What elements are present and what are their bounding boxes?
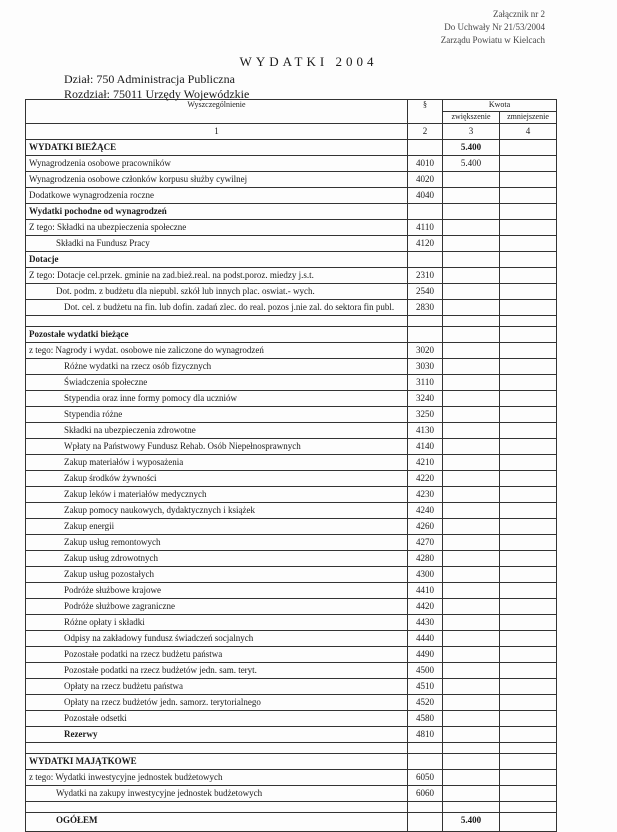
col-number: 1 [26, 124, 408, 140]
table-row [26, 407, 557, 423]
row-name: Z tego: Składki na ubezpieczenia społeczne [26, 220, 408, 236]
table-row [26, 615, 557, 631]
row-name: Stypendia oraz inne formy pomocy dla uczniów [26, 391, 408, 407]
table-row [26, 375, 557, 391]
section-row [26, 327, 557, 343]
table-row [26, 802, 557, 813]
row-paragraph: 2830 [408, 300, 443, 316]
row-increase [443, 391, 500, 407]
header-name: Wyszczególnienie [26, 100, 408, 124]
row-name: Zakup środków żywności [26, 471, 408, 487]
row-paragraph [408, 743, 443, 754]
header-paragraph: § [408, 100, 443, 124]
table-row [26, 583, 557, 599]
row-name: Podróże służbowe zagraniczne [26, 599, 408, 615]
row-decrease [500, 679, 557, 695]
table-row [26, 220, 557, 236]
row-name: Wpłaty na Państwowy Fundusz Rehab. Osób Niepełnosprawnych [26, 439, 408, 455]
row-decrease [500, 172, 557, 188]
row-name: Zakup usług remontowych [26, 535, 408, 551]
row-increase [443, 188, 500, 204]
row-name: Zakup materiałów i wyposażenia [26, 455, 408, 471]
row-increase [443, 172, 500, 188]
expenses-table [25, 99, 557, 832]
row-increase [443, 252, 500, 268]
row-decrease [500, 391, 557, 407]
row-increase [443, 802, 500, 813]
row-paragraph: 4490 [408, 647, 443, 663]
col-number: 2 [408, 124, 443, 140]
row-decrease [500, 327, 557, 343]
row-name: Dodatkowe wynagrodzenia roczne [26, 188, 408, 204]
row-name: Zakup energii [26, 519, 408, 535]
row-decrease [500, 268, 557, 284]
row-name [26, 802, 408, 813]
row-name [26, 743, 408, 754]
row-name: Wydatki na zakupy inwestycyjne jednostek budżetowych [26, 786, 408, 802]
row-name: Pozostałe odsetki [26, 711, 408, 727]
row-decrease [500, 375, 557, 391]
row-paragraph: 3240 [408, 391, 443, 407]
row-paragraph: 4520 [408, 695, 443, 711]
row-paragraph: 4810 [408, 727, 443, 743]
row-name: WYDATKI BIEŻĄCE [26, 140, 408, 156]
row-paragraph [408, 252, 443, 268]
document-title: WYDATKI 2004 [239, 54, 378, 69]
row-decrease [500, 647, 557, 663]
table-row [26, 743, 557, 754]
row-paragraph: 4270 [408, 535, 443, 551]
row-increase [443, 770, 500, 786]
row-paragraph: 4500 [408, 663, 443, 679]
row-paragraph [408, 204, 443, 220]
header-amount: Kwota [443, 100, 557, 112]
row-paragraph: 6050 [408, 770, 443, 786]
table-row [26, 551, 557, 567]
table-row [26, 631, 557, 647]
table-row [26, 487, 557, 503]
row-paragraph: 4020 [408, 172, 443, 188]
table-row [26, 423, 557, 439]
row-decrease [500, 535, 557, 551]
table-row [26, 268, 557, 284]
note-line: Do Uchwały Nr 21/53/2004 [444, 22, 545, 32]
row-name: Rezerwy [26, 727, 408, 743]
row-decrease [500, 343, 557, 359]
row-paragraph: 4220 [408, 471, 443, 487]
section-row [26, 754, 557, 770]
row-paragraph: 2540 [408, 284, 443, 300]
row-decrease [500, 743, 557, 754]
table-row [26, 679, 557, 695]
col-number: 4 [500, 124, 557, 140]
note-line: Zarządu Powiatu w Kielcach [440, 35, 545, 45]
row-name: Zakup leków i materiałów medycznych [26, 487, 408, 503]
table-row [26, 471, 557, 487]
table-row [26, 567, 557, 583]
table-row [26, 316, 557, 327]
division-info [64, 72, 249, 102]
total-increase: 5.400 [443, 813, 500, 832]
row-increase [443, 487, 500, 503]
row-increase [443, 503, 500, 519]
row-increase: 5.400 [443, 140, 500, 156]
col-number: 3 [443, 124, 500, 140]
dzial-label: Dział: 750 Administracja Publiczna [64, 72, 235, 86]
row-name: Pozostałe podatki na rzecz budżetów jedn. sam. teryt. [26, 663, 408, 679]
row-paragraph [408, 327, 443, 343]
row-increase [443, 343, 500, 359]
row-name: Odpisy na zakładowy fundusz świadczeń socjalnych [26, 631, 408, 647]
header-decrease: zmniejszenie [500, 112, 557, 124]
section-row [26, 204, 557, 220]
row-name: Różne opłaty i składki [26, 615, 408, 631]
row-increase [443, 236, 500, 252]
table-row [26, 663, 557, 679]
row-name: Zakup pomocy naukowych, dydaktycznych i książek [26, 503, 408, 519]
row-paragraph: 4410 [408, 583, 443, 599]
row-increase [443, 567, 500, 583]
table-row [26, 156, 557, 172]
row-increase [443, 711, 500, 727]
row-decrease [500, 487, 557, 503]
row-decrease [500, 615, 557, 631]
row-paragraph: 4140 [408, 439, 443, 455]
table-row [26, 727, 557, 743]
row-increase: 5.400 [443, 156, 500, 172]
row-paragraph: 4430 [408, 615, 443, 631]
row-decrease [500, 599, 557, 615]
row-decrease [500, 471, 557, 487]
total-paragraph [408, 813, 443, 832]
row-increase [443, 204, 500, 220]
row-paragraph [408, 140, 443, 156]
row-increase [443, 663, 500, 679]
row-decrease [500, 455, 557, 471]
row-decrease [500, 802, 557, 813]
row-increase [443, 679, 500, 695]
row-increase [443, 535, 500, 551]
row-decrease [500, 204, 557, 220]
row-decrease [500, 188, 557, 204]
row-increase [443, 439, 500, 455]
row-paragraph: 4240 [408, 503, 443, 519]
table-row [26, 343, 557, 359]
row-increase [443, 743, 500, 754]
table-row [26, 711, 557, 727]
row-increase [443, 327, 500, 343]
row-paragraph: 4300 [408, 567, 443, 583]
row-increase [443, 786, 500, 802]
row-name [26, 316, 408, 327]
rozdzial-label: Rozdział: 75011 Urzędy Wojewódzkie [64, 87, 250, 101]
row-paragraph [408, 802, 443, 813]
row-decrease [500, 567, 557, 583]
row-increase [443, 599, 500, 615]
table-row [26, 770, 557, 786]
table-row [26, 535, 557, 551]
row-increase [443, 631, 500, 647]
row-name: Zakup usług zdrowotnych [26, 551, 408, 567]
table-row [26, 455, 557, 471]
row-decrease [500, 786, 557, 802]
table-row [26, 695, 557, 711]
section-row [26, 252, 557, 268]
row-paragraph: 4440 [408, 631, 443, 647]
row-name: Pozostałe wydatki bieżące [26, 327, 408, 343]
row-decrease [500, 236, 557, 252]
row-decrease [500, 156, 557, 172]
row-increase [443, 423, 500, 439]
row-increase [443, 375, 500, 391]
row-paragraph: 4510 [408, 679, 443, 695]
table-row [26, 359, 557, 375]
row-name: Różne wydatki na rzecz osób fizycznych [26, 359, 408, 375]
row-increase [443, 583, 500, 599]
row-increase [443, 754, 500, 770]
row-name: Stypendia różne [26, 407, 408, 423]
table-row [26, 503, 557, 519]
row-increase [443, 455, 500, 471]
row-paragraph: 4040 [408, 188, 443, 204]
row-name: Składki na ubezpieczenia zdrowotne [26, 423, 408, 439]
row-paragraph: 4580 [408, 711, 443, 727]
section-row [26, 140, 557, 156]
row-paragraph: 4420 [408, 599, 443, 615]
table-row [26, 236, 557, 252]
table-row [26, 172, 557, 188]
table-row [26, 599, 557, 615]
row-decrease [500, 770, 557, 786]
row-decrease [500, 503, 557, 519]
row-increase [443, 359, 500, 375]
row-increase [443, 695, 500, 711]
table-row [26, 188, 557, 204]
header-row [26, 100, 557, 112]
row-paragraph: 4210 [408, 455, 443, 471]
row-decrease [500, 711, 557, 727]
row-increase [443, 471, 500, 487]
total-label: OGÓŁEM [26, 813, 408, 832]
row-increase [443, 615, 500, 631]
row-paragraph: 4280 [408, 551, 443, 567]
table-row [26, 439, 557, 455]
row-paragraph: 3030 [408, 359, 443, 375]
total-decrease [500, 813, 557, 832]
row-name: Wynagrodzenia osobowe pracowników [26, 156, 408, 172]
row-paragraph: 6060 [408, 786, 443, 802]
row-paragraph: 4120 [408, 236, 443, 252]
row-decrease [500, 252, 557, 268]
row-increase [443, 220, 500, 236]
row-name: Wydatki pochodne od wynagrodzeń [26, 204, 408, 220]
total-row [26, 813, 557, 832]
row-name: Zakup usług pozostałych [26, 567, 408, 583]
attachment-note [441, 8, 545, 47]
header-increase: zwiększenie [443, 112, 500, 124]
row-name: Dot. cel. z budżetu na fin. lub dofin. zadań zlec. do real. pozos j.nie zal. do sektora fin publ. [26, 300, 408, 316]
row-decrease [500, 284, 557, 300]
row-decrease [500, 423, 557, 439]
table-row [26, 284, 557, 300]
table-row [26, 391, 557, 407]
row-decrease [500, 727, 557, 743]
column-numbers-row [26, 124, 557, 140]
row-paragraph [408, 754, 443, 770]
row-decrease [500, 631, 557, 647]
row-name: Pozostałe podatki na rzecz budżetu państwa [26, 647, 408, 663]
row-increase [443, 407, 500, 423]
row-decrease [500, 316, 557, 327]
row-decrease [500, 300, 557, 316]
row-decrease [500, 551, 557, 567]
row-increase [443, 316, 500, 327]
row-paragraph: 3250 [408, 407, 443, 423]
row-decrease [500, 439, 557, 455]
row-increase [443, 551, 500, 567]
row-name: Podróże służbowe krajowe [26, 583, 408, 599]
row-decrease [500, 220, 557, 236]
row-name: Z tego: Dotacje cel.przek. gminie na zad.bież.real. na podst.poroz. miedzy j.s.t. [26, 268, 408, 284]
row-decrease [500, 663, 557, 679]
row-paragraph: 4230 [408, 487, 443, 503]
row-name: z tego: Wydatki inwestycyjne jednostek budżetowych [26, 770, 408, 786]
row-paragraph: 4260 [408, 519, 443, 535]
row-name: Dot. podm. z budżetu dla niepubl. szkół lub innych plac. oswiat.- wych. [26, 284, 408, 300]
row-paragraph [408, 316, 443, 327]
row-decrease [500, 519, 557, 535]
row-paragraph: 4010 [408, 156, 443, 172]
row-decrease [500, 140, 557, 156]
row-increase [443, 284, 500, 300]
row-paragraph: 4110 [408, 220, 443, 236]
row-increase [443, 300, 500, 316]
row-increase [443, 519, 500, 535]
row-decrease [500, 359, 557, 375]
row-name: Dotacje [26, 252, 408, 268]
row-paragraph: 3020 [408, 343, 443, 359]
row-name: Opłaty na rzecz budżetów jedn. samorz. terytorialnego [26, 695, 408, 711]
row-increase [443, 727, 500, 743]
row-increase [443, 268, 500, 284]
row-name: Świadczenia społeczne [26, 375, 408, 391]
table-row [26, 647, 557, 663]
row-decrease [500, 754, 557, 770]
row-name: WYDATKI MAJĄTKOWE [26, 754, 408, 770]
row-paragraph: 3110 [408, 375, 443, 391]
row-name: z tego: Nagrody i wydat. osobowe nie zaliczone do wynagrodzeń [26, 343, 408, 359]
table-row [26, 519, 557, 535]
row-name: Składki na Fundusz Pracy [26, 236, 408, 252]
row-decrease [500, 407, 557, 423]
table-row [26, 786, 557, 802]
row-increase [443, 647, 500, 663]
row-paragraph: 2310 [408, 268, 443, 284]
row-name: Wynagrodzenia osobowe członków korpusu służby cywilnej [26, 172, 408, 188]
row-decrease [500, 695, 557, 711]
row-name: Opłaty na rzecz budżetu państwa [26, 679, 408, 695]
row-paragraph: 4130 [408, 423, 443, 439]
note-line: Załącznik nr 2 [493, 9, 545, 19]
row-decrease [500, 583, 557, 599]
table-row [26, 300, 557, 316]
